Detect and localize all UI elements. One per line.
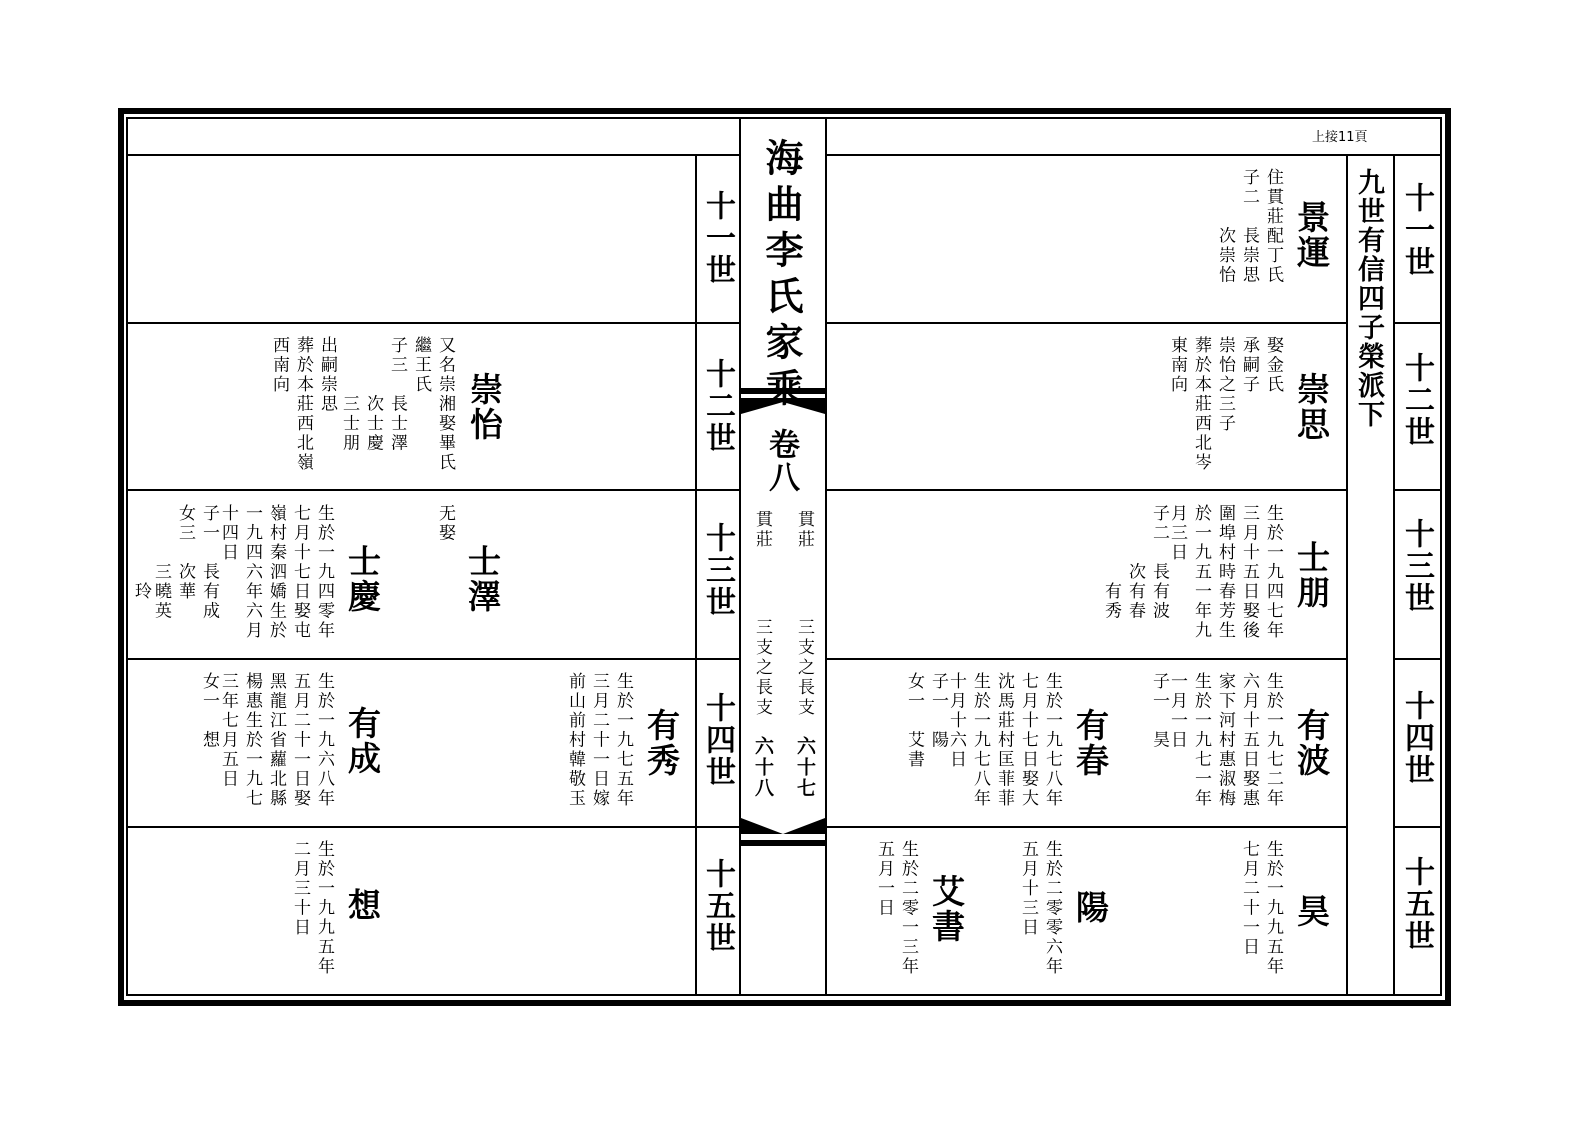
spine-right-line	[825, 117, 827, 996]
chongsi-line-6: 東南向	[1167, 336, 1187, 395]
left-gen-14: 十四世	[700, 692, 735, 788]
right-gen-line-2	[1395, 489, 1440, 491]
youchun-line-3: 沈馬莊村匡菲菲	[994, 672, 1014, 809]
right-gen-14: 十四世	[1399, 690, 1434, 786]
person-youxiu: 有秀	[642, 708, 681, 778]
person-xiang: 想	[343, 888, 382, 923]
chongsi-line-5: 葬於本莊西北岑	[1191, 336, 1211, 473]
youcheng-line-2: 五月二十一日娶	[290, 672, 310, 809]
shiqing-line-2: 七月十七日娶屯	[290, 504, 310, 641]
youchun-line-7: 女一 艾書	[904, 672, 924, 770]
person-aishu: 艾書	[927, 874, 966, 944]
left-gen-15: 十五世	[700, 858, 735, 954]
left-gen-col-line	[695, 155, 697, 996]
person-shize: 士澤	[463, 544, 502, 614]
youcheng-line-5: 三年七月五日	[218, 672, 238, 789]
person-shipeng: 士朋	[1292, 540, 1331, 610]
left-gen-12: 十二世	[700, 358, 735, 454]
volume-label: 卷八	[763, 428, 799, 494]
left-gen-13: 十三世	[700, 522, 735, 618]
jingyun-line-1: 住貫莊配丁氏	[1263, 168, 1283, 285]
youcheng-line-3: 黑龍江省蘿北縣	[266, 672, 286, 809]
youxiu-line-1: 生於一九七五年	[613, 672, 633, 809]
youxiu-line-3: 前山前村韓敬玉	[565, 672, 585, 809]
chongyi-line-4: 次士慶	[363, 336, 383, 453]
jingyun-line-2: 子二 長崇思	[1239, 168, 1259, 285]
person-youchun: 有春	[1071, 708, 1110, 778]
right-branch-col-line-a	[1346, 155, 1348, 996]
page-number-left: 六十八	[752, 736, 774, 799]
chongyi-line-2: 繼王氏	[411, 336, 431, 395]
right-gen-line-4	[1395, 826, 1440, 828]
right-gen-13: 十三世	[1399, 518, 1434, 614]
person-chongsi: 崇思	[1292, 372, 1331, 442]
branch-heading: 九世有信四子榮派下	[1353, 168, 1384, 429]
person-jingyun: 景運	[1292, 200, 1331, 270]
youbo-line-6: 子一 昊	[1149, 672, 1169, 750]
right-row-line-1	[827, 322, 1346, 324]
right-gen-11: 十一世	[1399, 182, 1434, 278]
right-gen-line-1	[1395, 322, 1440, 324]
spine-right-village: 貫莊	[794, 510, 814, 550]
aishu-line-1: 生於二零一三年	[898, 840, 918, 977]
youcheng-line-6: 女一 想	[199, 672, 219, 750]
shiqing-line-5: 十四日	[218, 504, 238, 563]
chongyi-line-3: 子三 長士澤	[387, 336, 407, 453]
youbo-line-2: 六月十五日娶惠	[1239, 672, 1259, 809]
left-row-line-4	[128, 826, 739, 828]
right-branch-col-line-b	[1393, 155, 1395, 996]
person-youcheng: 有成	[343, 706, 382, 776]
shiqing-line-9: 玲	[131, 504, 151, 602]
chongsi-line-3: 崇怡之三子	[1215, 336, 1235, 434]
right-gen-12: 十二世	[1399, 352, 1434, 448]
youcheng-line-4: 楊惠生於一九七	[242, 672, 262, 809]
youbo-line-5: 一月一日	[1167, 672, 1187, 750]
shiqing-line-4: 一九四六年六月	[242, 504, 262, 641]
right-gen-line-3	[1395, 658, 1440, 660]
jingyun-line-3: 次崇怡	[1215, 168, 1235, 285]
shiqing-line-6: 子一 長有成	[199, 504, 219, 621]
right-row-line-2	[827, 489, 1346, 491]
youbo-line-4: 生於一九七一年	[1191, 672, 1211, 809]
book-title: 海曲李氏家乘	[759, 138, 804, 414]
person-chongyi: 崇怡	[465, 372, 504, 442]
right-gen-15: 十五世	[1399, 856, 1434, 952]
youchun-line-2: 七月十七日娶大	[1018, 672, 1038, 809]
chongsi-line-2: 承嗣子	[1239, 336, 1259, 395]
shiqing-line-1: 生於一九四零年	[314, 504, 334, 641]
youbo-line-1: 生於一九七二年	[1263, 672, 1283, 809]
chongsi-line-1: 娶金氏	[1263, 336, 1283, 395]
shipeng-line-6: 子二 長有波	[1149, 504, 1169, 621]
shiqing-line-8: 三曉英	[151, 504, 171, 621]
person-yang: 陽	[1071, 890, 1110, 925]
aishu-line-2: 五月一日	[874, 840, 894, 918]
youxiu-line-2: 三月二十一日嫁	[589, 672, 609, 809]
shipeng-line-5: 月三日	[1167, 504, 1187, 563]
page-continuation-note: 上接11頁	[1312, 130, 1368, 145]
person-youbo: 有波	[1292, 708, 1331, 778]
page-number-right: 六十七	[794, 736, 816, 799]
chongyi-line-6: 出嗣崇思	[317, 336, 337, 414]
chongyi-line-7: 葬於本莊西北嶺	[293, 336, 313, 473]
hao-line-1: 生於一九九五年	[1263, 840, 1283, 977]
shize-line-1: 无娶	[435, 504, 455, 543]
youchun-line-6: 子一 陽	[928, 672, 948, 750]
right-row-line-3	[827, 658, 1346, 660]
yang-line-2: 五月十三日	[1018, 840, 1038, 938]
youchun-line-4: 生於一九七八年	[970, 672, 990, 809]
left-header-line	[128, 154, 740, 156]
spine-left-village: 貫莊	[752, 510, 772, 550]
chongyi-line-8: 西南向	[269, 336, 289, 395]
spine-left-branch: 三支之長支	[752, 618, 772, 718]
shipeng-line-7: 次有春	[1125, 504, 1145, 621]
shiqing-line-3: 嶺村秦泗嬌生於	[266, 504, 286, 641]
right-row-line-4	[827, 826, 1346, 828]
shipeng-line-3: 圍埠村時春芳生	[1215, 504, 1235, 641]
yang-line-1: 生於二零零六年	[1042, 840, 1062, 977]
spine-right-branch: 三支之長支	[794, 618, 814, 718]
shipeng-line-4: 於一九五一年九	[1191, 504, 1211, 641]
youchun-line-1: 生於一九七八年	[1042, 672, 1062, 809]
person-shiqing: 士慶	[343, 544, 382, 614]
left-row-line-1	[128, 322, 739, 324]
xiang-line-1: 生於一九九五年	[314, 840, 334, 977]
shipeng-line-8: 有秀	[1101, 504, 1121, 621]
youbo-line-3: 家下河村惠淑梅	[1215, 672, 1235, 809]
left-gen-11: 十一世	[700, 190, 735, 286]
shipeng-line-1: 生於一九四七年	[1263, 504, 1283, 641]
left-row-line-2	[128, 489, 739, 491]
shipeng-line-2: 三月十五日娶後	[1239, 504, 1259, 641]
person-hao: 昊	[1292, 894, 1331, 929]
hao-line-2: 七月二十一日	[1239, 840, 1259, 957]
chongyi-line-1: 又名崇湘娶畢氏	[435, 336, 455, 473]
youcheng-line-1: 生於一九六八年	[314, 672, 334, 809]
youchun-line-5: 十月十六日	[946, 672, 966, 770]
left-row-line-3	[128, 658, 739, 660]
xiang-line-2: 二月三十日	[290, 840, 310, 938]
chongyi-line-5: 三士朋	[339, 336, 359, 453]
shiqing-line-7: 女三 次華	[175, 504, 195, 602]
